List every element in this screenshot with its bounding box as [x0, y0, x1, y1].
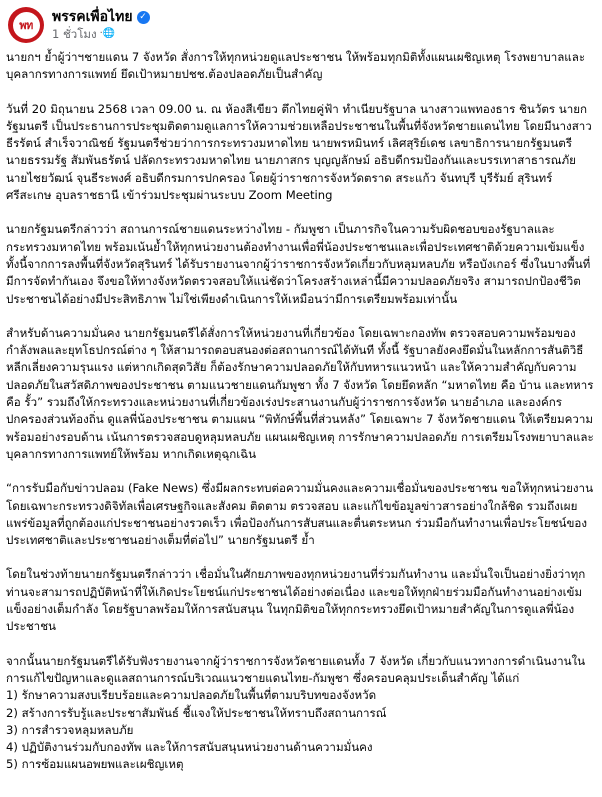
post-paragraph-border: นายกรัฐมนตรีกล่าวว่า สถานการณ์ชายแดนระหว่างไทย - กัมพูชา เป็นภารกิจในความรับผิดชอบของรัฐบาลและกระทรวงมหาดไทย พร้อมเน้นย้ำให้ทุกหน่วยงานต้องทำงานเพื่อพี่น้องประชาชนและเพื่อประเทศชาติด้วยความเข้มแข็ง ทั้งนี้จากการลงพื้นที่จังหวัดสุรินทร์ ได้รับรายงานจากผู้ว่าราชการจังหวัดเกี่ยวกับหลุมหลบภัย หรือบังเกอร์ ซึ่งในบางพื้นที่มีการจัดทำกันเอง จึงขอให้ทางจังหวัดตรวจสอบให้แน่ชัดว่าโครงสร้างเหล่านี้มีความปลอดภัยจริง สามารถปกป้องชีวิตประชาชนได้อย่างมีประสิทธิภาพ ไม่ใช่เพียงดำเนินการให้เหมือนว่ามีการเตรียมพร้อมเท่านั้น — [6, 222, 591, 306]
post-issue-list — [6, 687, 596, 773]
post-meta — [52, 8, 150, 42]
list-item: 2) สร้างการรับรู้และประชาสัมพันธ์ ชี้แจงให้ประชาชนให้ทราบถึงสถานการณ์ — [6, 705, 387, 720]
post-paragraph-fake-news: “การรับมือกับข่าวปลอม (Fake News) ซึ่งมีผลกระทบต่อความมั่นคงและความเชื่อมั่นของประชาชน ขอให้ทุกหน่วยงาน โดยเฉพาะกระทรวงดิจิทัลเพื่อเศรษฐกิจและสังคม ติดตาม ตรวจสอบ และแก้ไขข้อมูลข่าวสารอย่างใกล้ชิด รวมถึงเผยแพร่ข้อมูลที่ถูกต้องแก่ประชาชนอย่างรวดเร็ว เพื่อป้องกันการสับสนและตื่นตระหนก ร่วมมือกันทำงานเพื่อประโยชน์ของประเทศชาติและประชาชนอย่างเต็มที่ต่อไป” นายกรัฐมนตรี ย้ำ — [6, 481, 593, 548]
list-item: 1) รักษาความสงบเรียบร้อยและความปลอดภัยในพื้นที่ตามบริบทของจังหวัด — [6, 688, 377, 703]
party-logo-icon: พท — [13, 12, 40, 39]
page-avatar[interactable] — [8, 7, 44, 43]
page-name-row — [52, 8, 150, 26]
post-paragraph-security: สำหรับด้านความมั่นคง นายกรัฐมนตรีได้สั่งการให้หน่วยงานที่เกี่ยวข้อง โดยเฉพาะกองทัพ ตรวจสอบความพร้อมของกำลังพลและยุทโธปกรณ์ต่าง ๆ ให้สามารถตอบสนองต่อสถานการณ์ได้ทันที ทั้งนี้ รัฐบาลยังคงยึดมั่นในหลักการสันติวิธี หลีกเลี่ยงความรุนแรง แต่หากเกิดสุดวิสัย ก็ต้องรักษาความปลอดภัยให้กับทหารแนวหน้า และให้ความสำคัญกับความปลอดภัยในสวัสดิภาพของประชาชน ตามแนวชายแดนกัมพูชา ทั้ง 7 จังหวัด โดยยึดหลัก “มหาดไทย คือ บ้าน และทหาร คือ รั้ว” รวมถึงให้กระทรวงและหน่วยงานที่เกี่ยวข้องเร่งประสานงานกับผู้ว่าราชการจังหวัด นายอำเภอ และองค์กรปกครองส่วนท้องถิ่น ดูแลพี่น้องประชาชน ตามแผน “พิทักษ์พื้นที่ส่วนหลัง” โดยเฉพาะ 7 จังหวัดชายแดน ให้เตรียมความพร้อมอย่างรอบด้าน เน้นการตรวจสอบดูหลุมหลบภัย แผนเผชิญเหตุ การรักษาความปลอดภัย การเตรียมโรงพยาบาลและบุคลากรทางการแพทย์ให้พร้อม หากเกิดเหตุฉุกเฉิน — [6, 325, 594, 461]
list-item: 5) การซ้อมแผนอพยพและเผชิญเหตุ — [6, 757, 184, 772]
post-body — [6, 49, 596, 774]
page-name[interactable]: พรรคเพื่อไทย — [52, 9, 133, 25]
post-paragraph-reports: จากนั้นนายกรัฐมนตรีได้รับฟังรายงานจากผู้ว่าราชการจังหวัดชายแดนทั้ง 7 จังหวัด เกี่ยวกับแนวทางการดำเนินงานในการแก้ไขปัญหาและดูแลสถานการณ์บริเวณแนวชายแดนไทย-กัมพูชา ซึ่งครอบคลุมประเด็นสำคัญ ได้แก่ — [6, 653, 586, 685]
post-header — [6, 0, 596, 48]
post-timestamp[interactable]: 1 ชั่วโมง — [52, 27, 97, 41]
list-item: 4) ปฏิบัติงานร่วมกับกองทัพ และให้การสนับสนุนหน่วยงานด้านความมั่นคง — [6, 740, 373, 755]
post-paragraph-headline: นายกฯ ย้ำผู้ว่าฯชายแดน 7 จังหวัด สั่งการให้ทุกหน่วยดูแลประชาชน ให้พร้อมทุกมิติทั้งแผนเผชิญเหตุ โรงพยาบาลและบุคลากรทางการแพทย์ ยึดเป้าหมายปชช.ต้องปลอดภัยเป็นสำคัญ — [6, 50, 586, 82]
post-paragraph-meeting: วันที่ 20 มิถุนายน 2568 เวลา 09.00 น. ณ ห้องสีเขียว ตึกไทยคู่ฟ้า ทำเนียบรัฐบาล นางสาวแพทองธาร ชินวัตร นายกรัฐมนตรี เป็นประธานการประชุมติดตามดูแลการให้ความช่วยเหลือประชาชนในพื้นที่จังหวัดชายแดนไทย โดยมีนางสาวธีรรัตน์ สำเร็จวาณิชย์ รัฐมนตรีช่วยว่าการกระทรวงมหาดไทย นายพรหมินทร์ เลิศสุริย์เดช เลขาธิการนายกรัฐมนตรี นายธรรมรัฐ สัมพันธรัตน์ ปลัดกระทรวงมหาดไทย นายภาสกร บุญญลักษม์ อธิบดีกรมป้องกันและบรรเทาสาธารณภัย นายไชยวัฒน์ จุนธีระพงศ์ อธิบดีกรมการปกครอง โดยผู้ว่าราชการจังหวัดตราด สระแก้ว จันทบุรี บุรีรัมย์ สุรินทร์ ศรีสะเกษ อุบลราชธานี เข้าร่วมประชุมผ่านระบบ Zoom Meeting — [6, 101, 592, 203]
verified-badge-icon: ✓ — [137, 11, 150, 24]
post-time-row — [52, 26, 150, 42]
list-item: 3) การสำรวจหลุมหลบภัย — [6, 722, 134, 737]
post-paragraph-closing: โดยในช่วงท้ายนายกรัฐมนตรีกล่าวว่า เชื่อมั่นในศักยภาพของทุกหน่วยงานที่ร่วมกันทำงาน และมั่นใจเป็นอย่างยิ่งว่าทุกท่านจะสามารถปฏิบัติหน้าที่ให้เกิดประโยชน์แก่ประชาชนได้อย่างต่อเนื่อง และขอให้ทุกฝ่ายร่วมมือกันทำงานอย่างเข้มแข็งอย่างเต็มกำลัง โดยรัฐบาลพร้อมให้การสนับสนุน ในทุกมิติขอให้ทุกกระทรวงยึดเป้าหมายสำคัญในการดูแลพี่น้องประชาชน — [6, 567, 586, 634]
globe-icon: ·🌐 — [99, 28, 116, 39]
